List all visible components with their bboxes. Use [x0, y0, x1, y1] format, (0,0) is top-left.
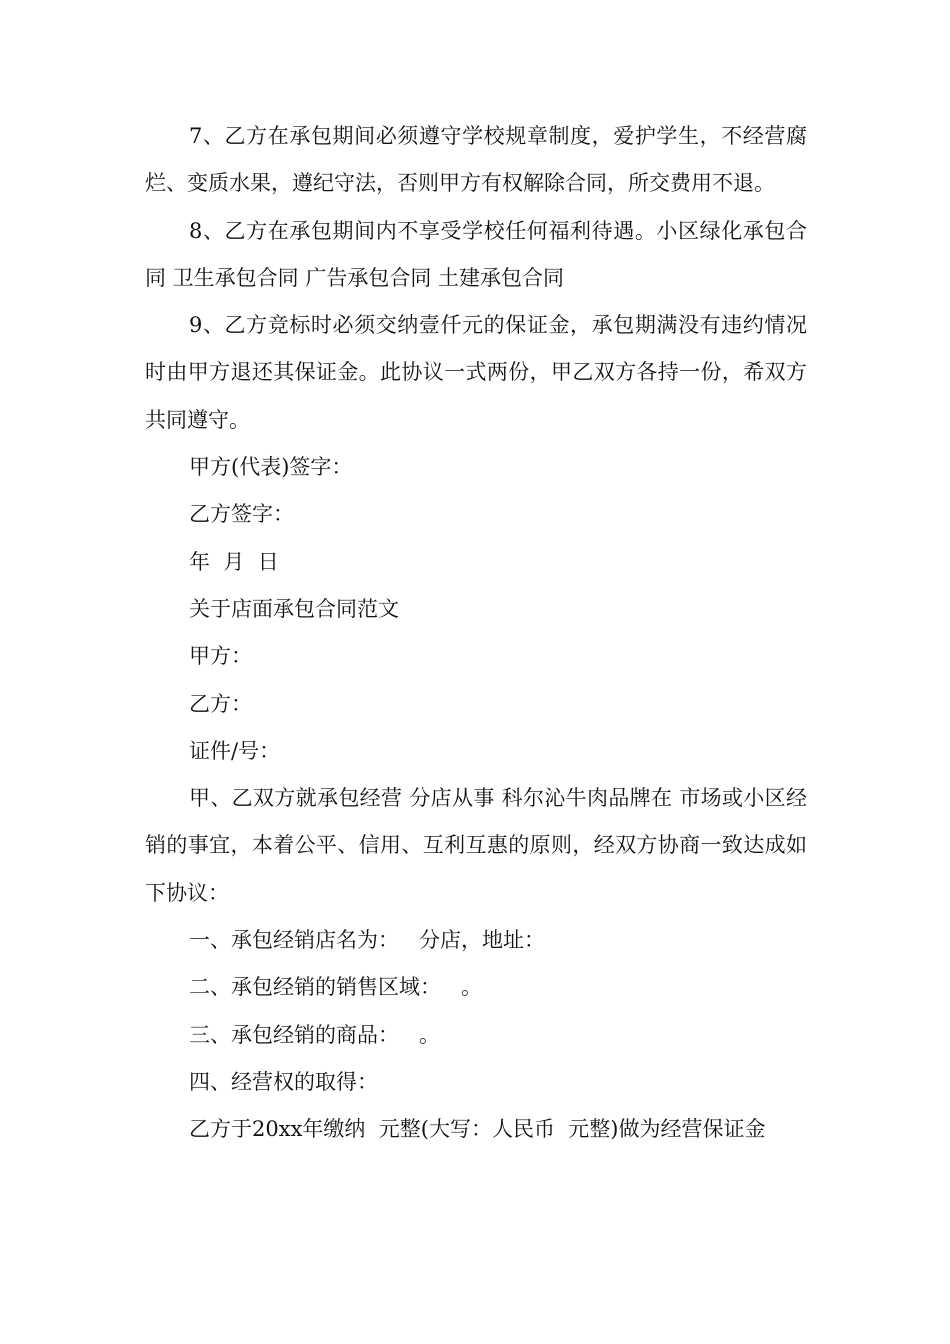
clause-8-paragraph: 8、乙方在承包期间内不享受学校任何福利待遇。小区绿化承包合同 卫生承包合同 广告承包合同 土建承包合同	[145, 218, 807, 290]
section-4-detail-line: 乙方于20xx年缴纳 元整(大写：人民币 元整)做为经营保证金	[189, 1117, 766, 1142]
party-b-line: 乙方：	[189, 691, 252, 716]
clause-9-paragraph: 9、乙方竞标时必须交纳壹仟元的保证金，承包期满没有违约情况时由甲方退还其保证金。此协议一式两份，甲乙双方各持一份，希双方共同遵守。	[145, 313, 807, 432]
date-line: 年 月 日	[189, 549, 279, 574]
section-heading: 关于店面承包合同范文	[189, 596, 399, 621]
section-1-line: 一、承包经销店名为： 分店，地址：	[189, 928, 546, 953]
party-a-line: 甲方：	[189, 644, 252, 669]
section-4-line: 四、经营权的取得：	[189, 1069, 378, 1094]
preamble-paragraph: 甲、乙双方就承包经营 分店从事 科尔沁牛肉品牌在 市场或小区经销的事宜，本着公平、信用、互利互惠的原则，经双方协商一致达成如下协议：	[145, 786, 807, 905]
section-2-line: 二、承包经销的销售区域： 。	[189, 975, 483, 1000]
party-a-signature-line: 甲方(代表)签字：	[189, 455, 353, 480]
id-number-line: 证件/号：	[189, 738, 281, 763]
clause-7-paragraph: 7、乙方在承包期间必须遵守学校规章制度，爱护学生，不经营腐烂、变质水果，遵纪守法，否则甲方有权解除合同，所交费用不退。	[145, 124, 807, 196]
section-3-line: 三、承包经销的商品： 。	[189, 1022, 441, 1047]
party-b-signature-line: 乙方签字：	[189, 502, 294, 527]
document-body	[145, 113, 807, 1154]
